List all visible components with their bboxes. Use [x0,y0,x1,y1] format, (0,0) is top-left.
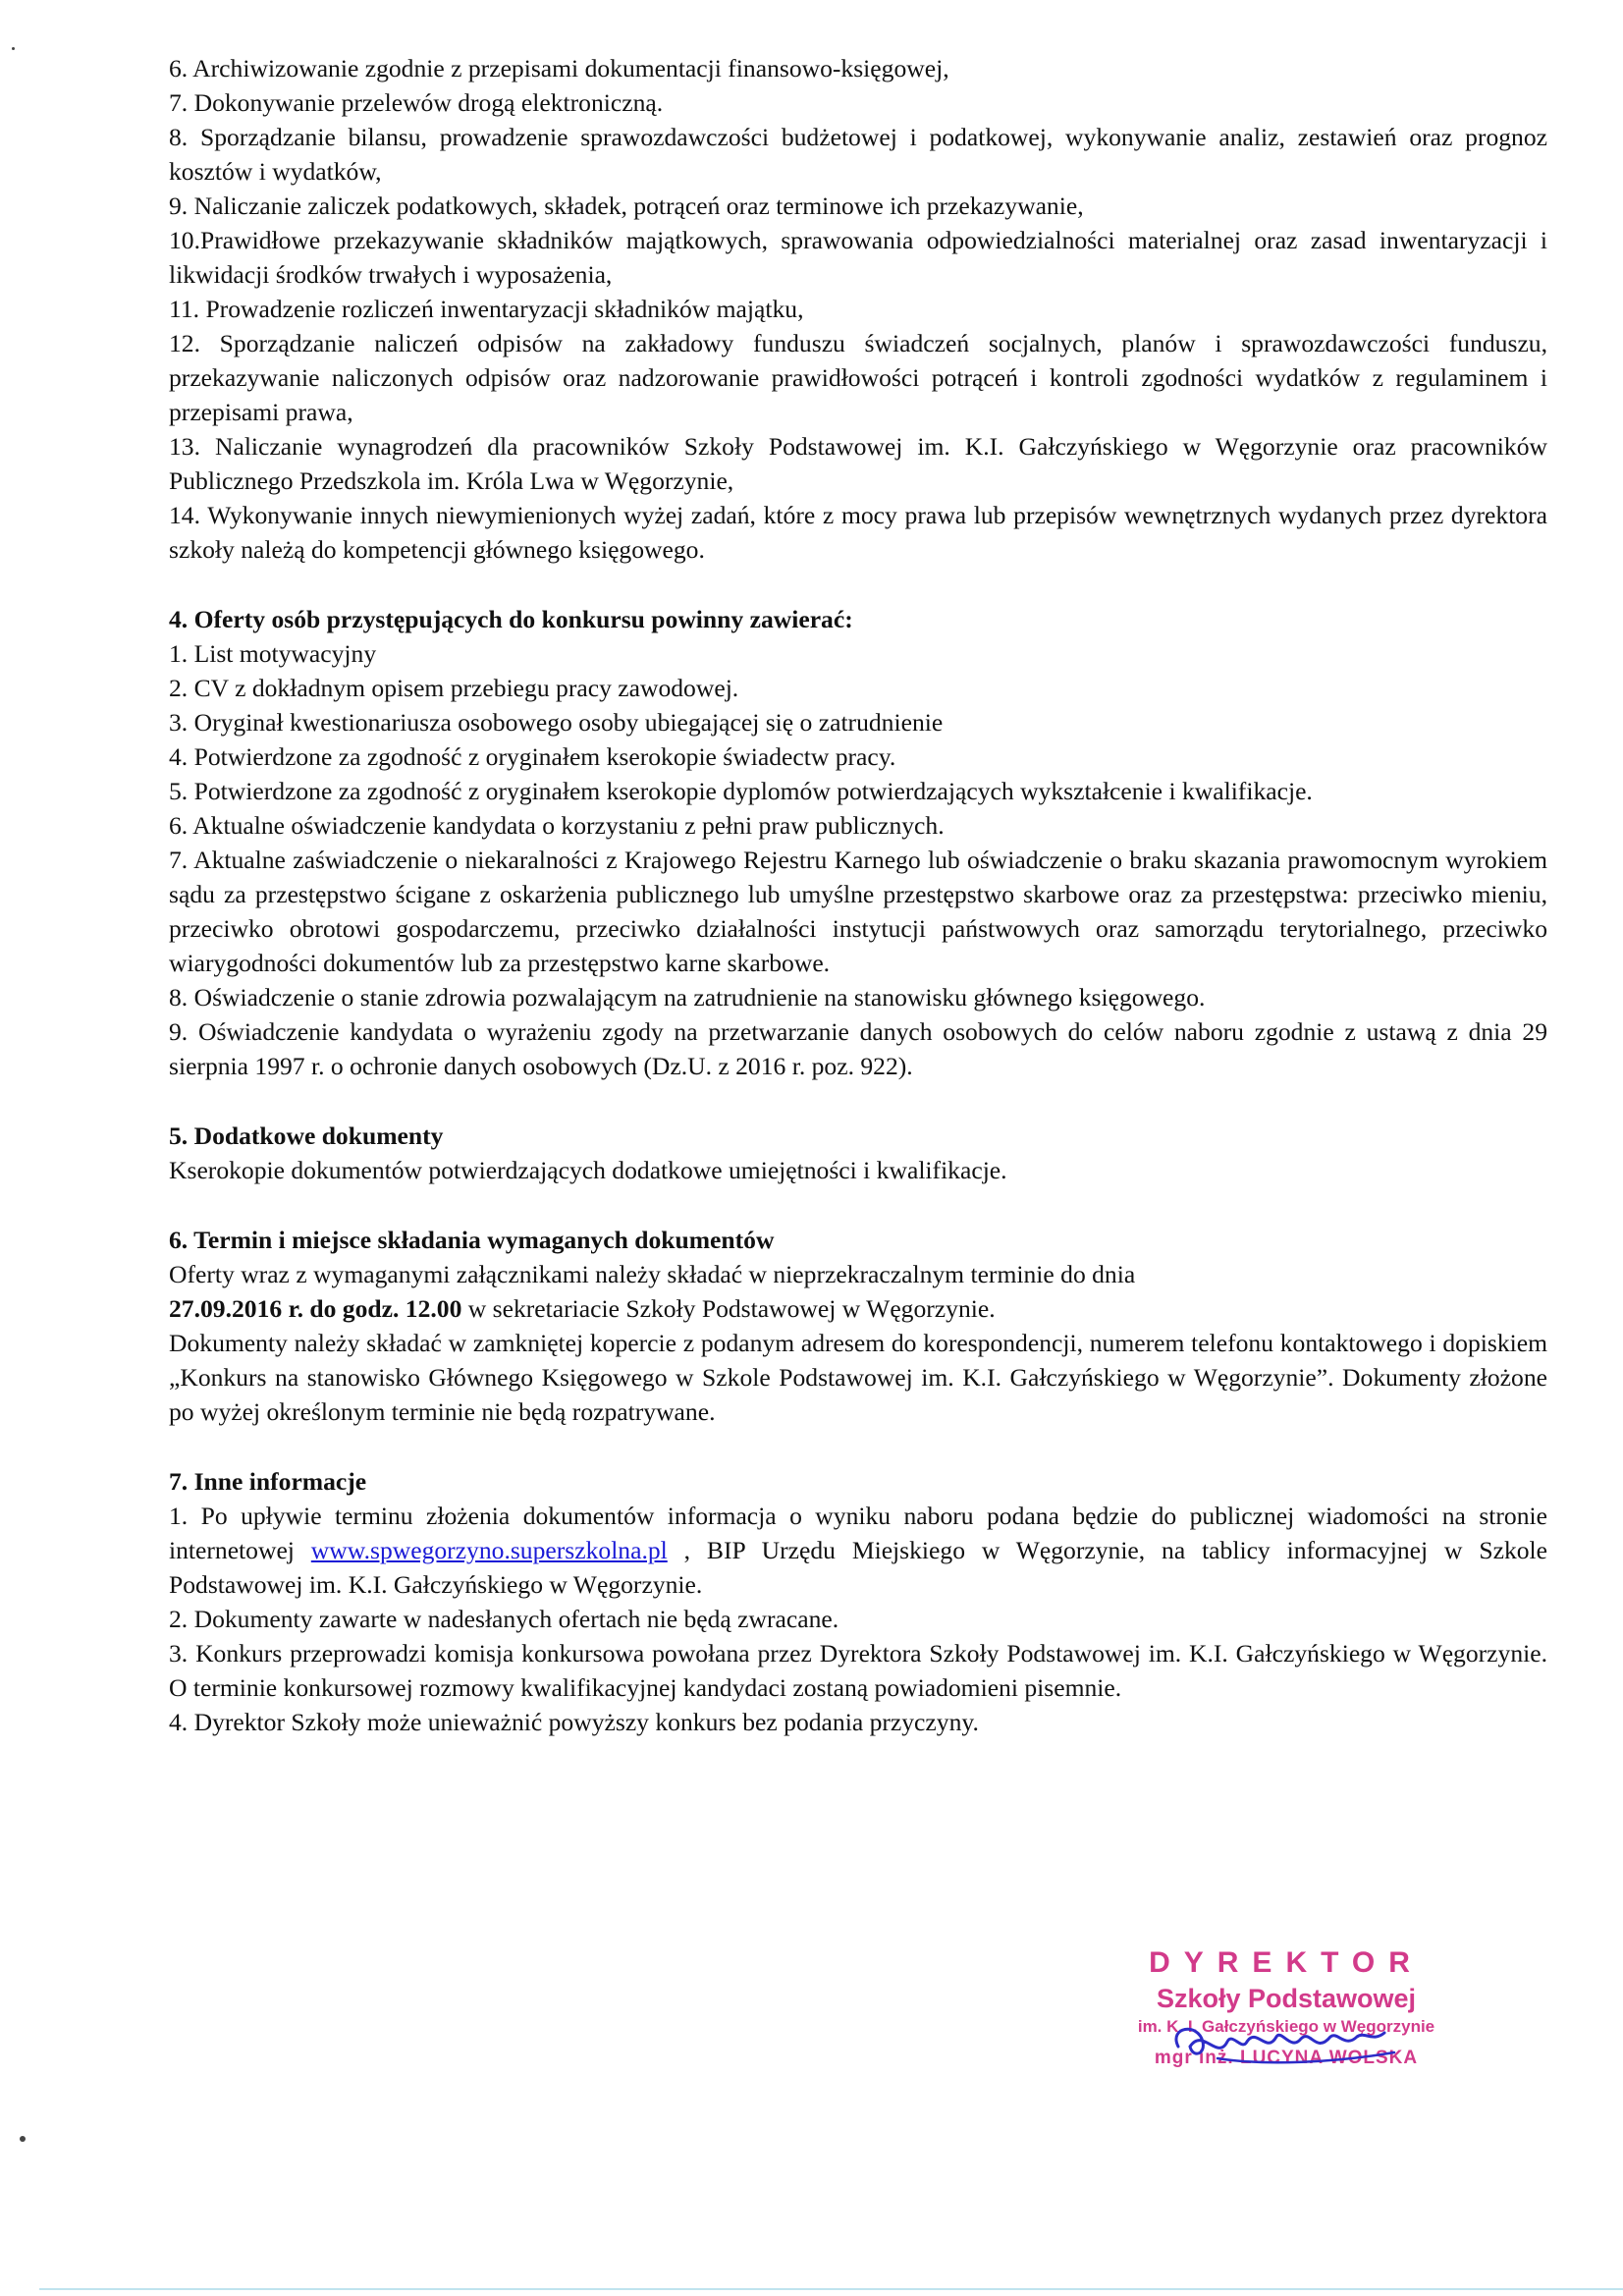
section-offers [169,602,1547,1083]
paragraph: Kserokopie dokumentów potwierdzających dodatkowe umiejętności i kwalifikacje. [169,1156,1007,1184]
item-text: , BIP Urzędu Miejskiego w Węgorzynie, na tablicy informacyjnej w Szkole Podstawowej im. K.I. Gałczyńskiego w Węgorzynie. [169,1536,1548,1599]
list-item: 2. Dokumenty zawarte w nadesłanych ofertach nie będą zwracane. [169,1605,839,1633]
stamp-school: Szkoły Podstawowej [1156,1984,1417,2013]
handwritten-signature [1109,2007,1463,2076]
deadline-date: 27.09.2016 r. do godz. 12.00 [169,1294,462,1323]
list-item [169,1499,1547,1602]
stamp-school-full: im. K. I. Gałczyńskiego w Węgorzynie [1137,2017,1435,2036]
list-item: 14. Wykonywanie innych niewymienionych wyżej zadań, które z mocy prawa lub przepisów wewnętrznych wydanych przez dyrektora szkoły należą do kompetencji głównego księgowego. [169,501,1547,564]
item-text: 1. Po upływie terminu złożenia dokumentów informacja o wyniku naboru podana będzie do publicznej wiadomości na stronie internetowej [169,1502,1547,1564]
list-item: 3. Konkurs przeprowadzi komisja konkursowa powołana przez Dyrektora Szkoły Podstawowej im. K.I. Gałczyńskiego w Węgorzynie. O terminie konkursowej rozmowy kwalifikacyjnej kandydaci zostaną powiadomieni pisemnie. [169,1639,1547,1702]
section-heading: 6. Termin i miejsce składania wymaganych dokumentów [169,1226,775,1254]
section-heading: 5. Dodatkowe dokumenty [169,1121,444,1150]
list-item: 2. CV z dokładnym opisem przebiegu pracy zawodowej. [169,674,739,702]
section-heading: 4. Oferty osób przystępujących do konkursu powinny zawierać: [169,605,853,633]
paragraph: Dokumenty należy składać w zamkniętej kopercie z podanym adresem do korespondencji, numerem telefonu kontaktowego i dopiskiem „Konkurs na stanowisko Głównego Księgowego w Szkole Podstawowej im. K.I. Gałczyńskiego w Węgorzynie”. Dokumenty złożone po wyżej określonym terminie nie będą rozpatrywane. [169,1329,1547,1426]
paragraph: Oferty wraz z wymaganymi załącznikami należy składać w nieprzekraczalnym terminie do dnia [169,1260,1136,1288]
scan-speck [20,2136,26,2142]
section-heading: 7. Inne informacje [169,1467,367,1496]
list-item: 11. Prowadzenie rozliczeń inwentaryzacji składników majątku, [169,295,804,323]
section-deadline [169,1223,1547,1429]
list-item: 7. Aktualne zaświadczenie o niekaralności z Krajowego Rejestru Karnego lub oświadczenie o braku skazania prawomocnym wyrokiem sądu za przestępstwo ścigane z oskarżenia publicznego lub umyślne przestępstwo skarbowe oraz za przestępstwa: przeciwko mieniu, przeciwko obrotowi gospodarczemu, przeciwko działalności instytucji państwowych oraz samorządu terytorialnego, przeciwko wiarygodności dokumentów lub za przestępstwo karne skarbowe. [169,846,1547,977]
list-item: 13. Naliczanie wynagrodzeń dla pracowników Szkoły Podstawowej im. K.I. Gałczyńskiego w Węgorzynie oraz pracowników Publicznego Przedszkola im. Króla Lwa w Węgorzynie, [169,432,1547,495]
list-item: 9. Naliczanie zaliczek podatkowych, składek, potrąceń oraz terminowe ich przekazywanie, [169,191,1084,220]
list-item: 6. Aktualne oświadczenie kandydata o korzystaniu z pełni praw publicznych. [169,811,945,840]
scan-speck [12,47,15,50]
stamp-director-name: mgr inż. LUCYNA WOLSKA [1154,2048,1419,2068]
deadline-place: w sekretariacie Szkoły Podstawowej w Węgorzynie. [461,1294,996,1323]
stamp-title: DYREKTOR [1149,1946,1424,1979]
duties-list-continued [169,51,1547,567]
list-item: 7. Dokonywanie przelewów drogą elektroniczną. [169,88,664,117]
list-item: 1. List motywacyjny [169,639,377,668]
list-item: 4. Potwierdzone za zgodność z oryginałem kserokopie świadectw pracy. [169,742,896,771]
list-item: 6. Archiwizowanie zgodnie z przepisami dokumentacji finansowo-księgowej, [169,54,949,82]
list-item: 3. Oryginał kwestionariusza osobowego osoby ubiegającej się o zatrudnienie [169,708,944,737]
section-other-info [169,1464,1547,1739]
list-item: 5. Potwierdzone za zgodność z oryginałem kserokopie dyplomów potwierdzających wykształcenie i kwalifikacje. [169,777,1313,805]
list-item: 8. Oświadczenie o stanie zdrowia pozwalającym na zatrudnienie na stanowisku głównego księgowego. [169,983,1206,1011]
list-item: 10.Prawidłowe przekazywanie składników majątkowych, sprawowania odpowiedzialności materialnej oraz zasad inwentaryzacji i likwidacji środków trwałych i wyposażenia, [169,226,1547,289]
list-item: 12. Sporządzanie naliczeń odpisów na zakładowy funduszu świadczeń socjalnych, planów i sprawozdawczości funduszu, przekazywanie naliczonych odpisów oraz nadzorowanie prawidłowości potrąceń i kontroli zgodności wydatków z regulaminem i przepisami prawa, [169,329,1547,426]
list-item: 8. Sporządzanie bilansu, prowadzenie sprawozdawczości budżetowej i podatkowej, wykonywanie analiz, zestawień oraz prognoz kosztów i wydatków, [169,123,1547,186]
section-additional-documents [169,1119,1547,1187]
document-body [169,51,1547,1739]
school-website-link[interactable]: www.spwegorzyno.superszkolna.pl [310,1536,668,1564]
list-item: 9. Oświadczenie kandydata o wyrażeniu zgody na przetwarzanie danych osobowych do celów naboru zgodnie z ustawą z dnia 29 sierpnia 1997 r. o ochronie danych osobowych (Dz.U. z 2016 r. poz. 922). [169,1017,1547,1080]
list-item: 4. Dyrektor Szkoły może unieważnić powyższy konkurs bez podania przyczyny. [169,1708,979,1736]
deadline-line [169,1291,1547,1326]
scan-edge-line [39,2288,1623,2290]
